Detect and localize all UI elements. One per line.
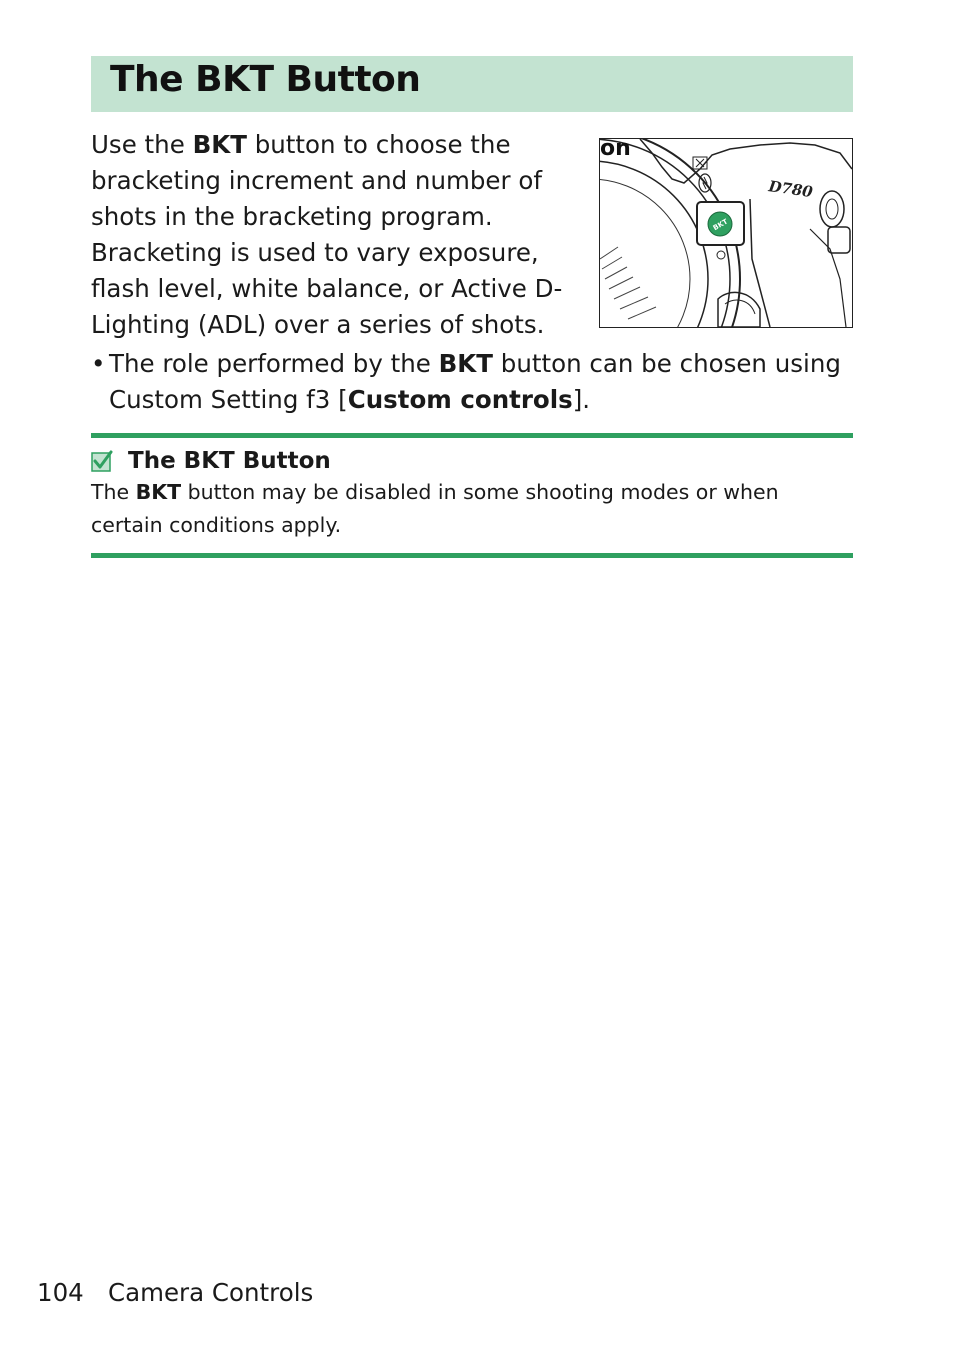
custom-controls-label: Custom controls [347, 385, 573, 414]
section-title-bar [91, 56, 853, 112]
bullet-item [91, 346, 851, 418]
camera-illustration [600, 139, 852, 327]
page-footer [37, 1275, 313, 1311]
bullet-mark: • [91, 349, 106, 378]
page-title: The BKT Button [110, 59, 421, 100]
model-text: D780 [767, 177, 814, 202]
camera-figure [599, 138, 853, 328]
note-body: The BKT button may be disabled in some shooting modes or when certain conditions apply. [91, 480, 779, 537]
check-icon [91, 450, 113, 472]
bkt-button-label: BKT [711, 217, 730, 233]
note-bottom-rule [91, 553, 853, 558]
note-title: The BKT Button [128, 448, 331, 474]
note-box [91, 433, 853, 542]
note-top-rule [91, 433, 853, 438]
bkt-label: BKT [192, 130, 247, 159]
intro-paragraph: Use the BKT button to choose the bracketing increment and number of shots in the bracketing program. Bracketing is used to vary exposure, flash level, white balance, or Active D-Lighting (ADL) over a series of shots. [91, 130, 563, 339]
section-name: Camera Controls [108, 1278, 314, 1307]
brand-text: on [600, 139, 631, 161]
note-heading [91, 446, 853, 476]
page-number: 104 [37, 1278, 84, 1307]
bullet-text: The role performed by the BKT button can be chosen using Custom Setting f3 [Custom controls]. [109, 349, 841, 414]
